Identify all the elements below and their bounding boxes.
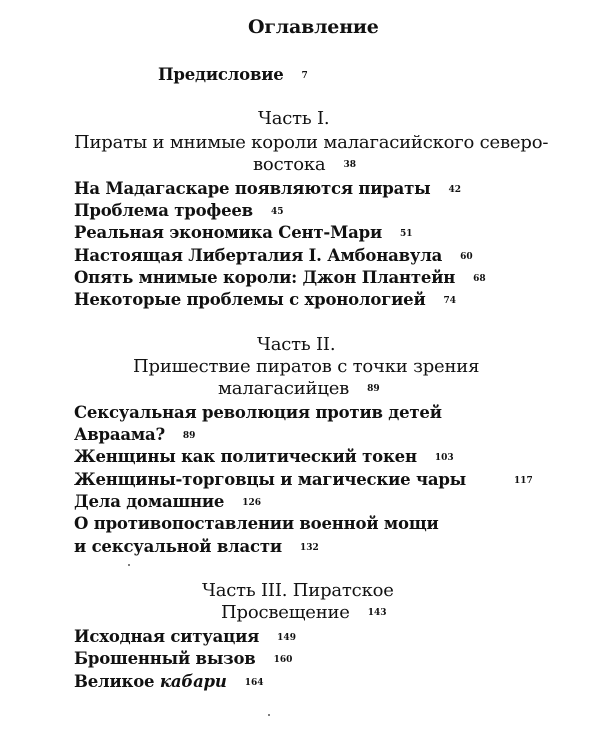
part-1-heading: Часть I. <box>258 108 330 129</box>
entry-label: Настоящая Либерталия I. Амбонавула <box>74 246 443 265</box>
toc-title: Оглавление <box>248 16 379 38</box>
entry-page-number: 89 <box>182 430 196 441</box>
entry-page-number: 160 <box>273 654 293 665</box>
section-label: востока <box>253 154 326 175</box>
entry-label: Женщины-торговцы и магические чары <box>74 470 467 489</box>
toc-entry-continued[interactable] <box>74 536 319 559</box>
entry-page-number: 149 <box>277 632 296 643</box>
toc-entry[interactable] <box>74 671 264 694</box>
toc-entry[interactable] <box>74 626 296 649</box>
entry-page-number: 164 <box>244 677 264 688</box>
toc-entry[interactable] <box>74 289 456 312</box>
toc-entry[interactable] <box>74 469 533 492</box>
toc-entry[interactable] <box>74 446 454 469</box>
entry-page-number: 7 <box>301 70 308 81</box>
scan-speck <box>128 564 130 566</box>
toc-entry[interactable] <box>74 648 292 671</box>
entry-label: О противопоставлении военной мощи <box>74 514 439 533</box>
toc-entry[interactable] <box>74 178 461 201</box>
part-1-subtitle-continued[interactable] <box>253 154 356 176</box>
entry-label-italic: кабари <box>159 672 227 691</box>
entry-page-number: 103 <box>434 452 454 463</box>
entry-label: Проблема трофеев <box>74 201 253 220</box>
entry-page-number: 51 <box>400 228 413 239</box>
part-3-heading: Часть III. Пиратское <box>202 580 394 601</box>
toc-entry-preface[interactable] <box>158 64 308 87</box>
entry-label: Великое <box>74 672 155 691</box>
section-page-number: 143 <box>367 608 387 618</box>
part-3-subtitle-continued[interactable] <box>221 602 387 624</box>
part-2-subtitle-continued[interactable] <box>218 378 380 400</box>
part-1-subtitle: Пираты и мнимые короли малагасийского северо- <box>74 132 549 153</box>
entry-label: Предисловие <box>158 65 284 84</box>
toc-entry[interactable] <box>74 513 439 535</box>
entry-page-number: 68 <box>473 273 486 284</box>
entry-label: Брошенный вызов <box>74 649 256 668</box>
entry-label: Сексуальная революция против детей <box>74 403 442 422</box>
section-label: малагасийцев <box>218 378 350 399</box>
entry-label: Авраама? <box>74 425 165 444</box>
entry-page-number: 45 <box>270 206 284 217</box>
entry-label: На Мадагаскаре появляются пираты <box>74 179 431 198</box>
entry-label: и сексуальной власти <box>74 537 282 556</box>
entry-label: Женщины как политический токен <box>74 447 417 466</box>
entry-page-number: 132 <box>299 542 319 553</box>
section-page-number: 89 <box>367 384 380 394</box>
part-2-heading: Часть II. <box>257 334 336 355</box>
toc-entry[interactable] <box>74 200 283 223</box>
entry-label: Опять мнимые короли: Джон Плантейн <box>74 268 456 287</box>
entry-label: Некоторые проблемы с хронологией <box>74 290 426 309</box>
entry-page-number: 60 <box>460 251 473 262</box>
section-page-number: 38 <box>343 160 356 170</box>
toc-entry[interactable] <box>74 245 473 268</box>
toc-entry[interactable] <box>74 222 413 245</box>
toc-entry[interactable] <box>74 491 261 514</box>
entry-label: Дела домашние <box>74 492 225 511</box>
toc-entry-continued[interactable] <box>74 424 195 447</box>
part-2-subtitle: Пришествие пиратов с точки зрения <box>133 356 480 377</box>
toc-entry[interactable] <box>74 402 442 424</box>
entry-page-number: 126 <box>242 497 262 508</box>
scan-speck <box>268 714 270 716</box>
entry-label: Исходная ситуация <box>74 627 260 646</box>
entry-page-number: 117 <box>514 475 533 486</box>
entry-page-number: 42 <box>448 184 462 195</box>
entry-page-number: 74 <box>443 295 457 306</box>
section-label: Просвещение <box>221 602 350 623</box>
entry-label: Реальная экономика Сент-Мари <box>74 223 383 242</box>
toc-entry[interactable] <box>74 267 486 290</box>
